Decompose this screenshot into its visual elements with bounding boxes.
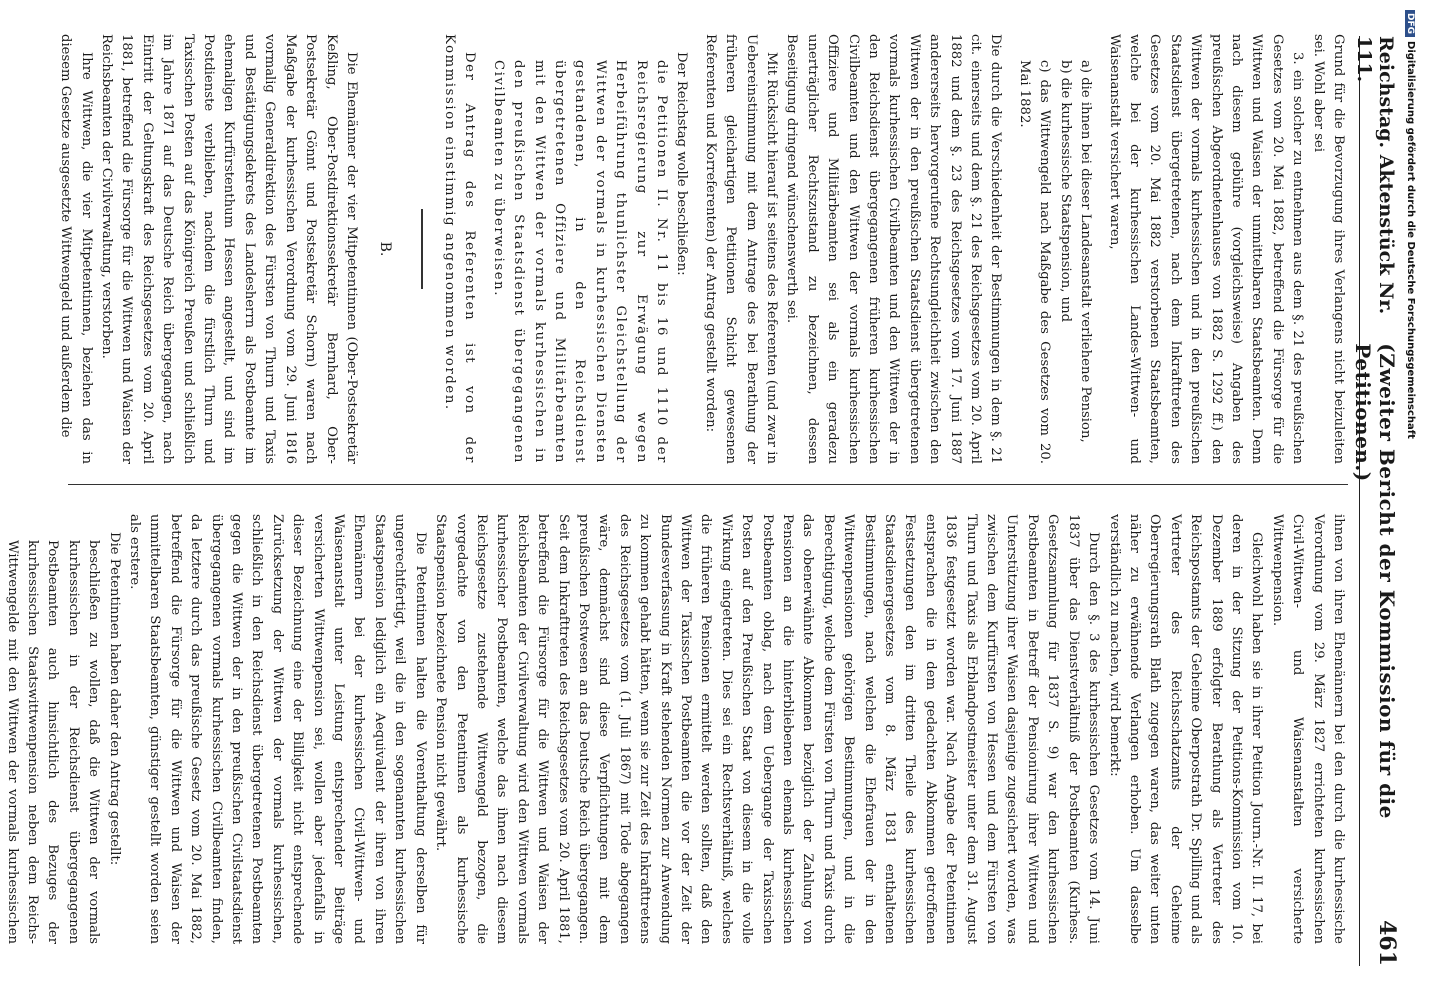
paragraph: 3. ein solcher zu entnehmen aus dem §. 21 des preußischen Gesetzes vom 20. Mai 1882, betreffend die Fürsorge für die Wittwen und Waisen der unmittelbaren Staatsbeamten. Denn nach diesem gebühre (vorgleichsweise) Angaben des preußischen Abgeordnetenhauses von 1882 S. 1292 ff.) den Wittwen der vormals kurhessischen und in den preußischen Staatsdienst übergetretenen, nach dem Inkrafttreten des Gesetzes vom 20. Mai 1882 verstorbenen Staatsbeamten, welche bei der kurhessischen Landes-Wittwen- und Waisenanstalt versichert waren, [1106,34,1306,464]
paragraph: Die Petentinnen haben daher den Antrag gestellt: [106,532,122,866]
paragraph: Durch den §. 3 des kurhessischen Gesetzes vom 14. Juni 1837 über das Dienstverhältniß der Postbeamten (Kurhess. Gesetzsammlung für 1837 S. 9) war den kurhessischen Postbeamten in Betreff der Pensionirung ihrer Wittwen und Unterstützung ihrer Waisen dasjenige zugesichert worden, was zwischen dem Kurfürsten von Hessen und dem Fürsten von Thurn und Taxis als Erblandpostmeister unter dem 31. August 1836 festgesetzt worden war. Nach Angabe der Petentinnen entsprachen die in dem gedachten Abkommen getroffenen Festsetzungen den im dritten Theile des kurhessischen Staatsdienergesetzes vom 8. März 1831 enthaltenen Bestimmungen, nach welchen die Ehefrauen der in den Wittwenpensionen gehörigen Bestimmungen, und in die Berechtigung, welche dem Fürsten von Thurn und Taxis durch das obenerwähnte Abkommen bezüglich der Zahlung von Pensionen an die hinterbliebenen ehemals kurhessischen Postbeamten oblag, nach dem Uebergange der Taxisschen Posten auf den Preußischen Staat von diesem in die volle Wirkung eingetreten. Dies sei ein Rechtsverhältniß, welches die früheren Pensionen ermittelt werden sollten, daß den Wittwen der Taxisschen Postbeamten die vor der Zeit der Bundesverfassung in Kraft stehenden Normen zur Anwendung zu kommen gehabt hätten, wenn sie zur Zeit des Inkrafttretens des Reichsgesetzes vom (1. Juli 1867) mit Tode abgegangen wäre, demnächst sind diese Verpflichtungen mit dem preußischen Postwesen an das Deutsche Reich übergegangen. Seit dem Inkrafttreten des Reichsgesetzes vom 20. April 1881, betreffend die Fürsorge für die Wittwen und Waisen der Reichsbeamten der Civilverwaltung wird den Wittwen vormals kurhessischer Postbeamten, welche das ihnen nach diesem Reichsgesetze zustehende Wittwengeld bezogen, die vorgedachte von den Petentinnen als kurhessische Staatspension bezeichnete Pension nicht gewährt. [433,514,1102,944]
digitization-text: Digitalisierung gefördert durch die Deutsche Forschungsgemeinschaft [1405,41,1416,439]
paragraph: Der Antrag des Referenten ist von der Kommission einstimmig angenommen worden. [441,34,478,464]
column-divider [68,484,1348,485]
page-header [1351,36,1400,966]
paragraph: Mit Rücksicht hierauf ist seitens des Referenten (und zwar in Uebereinstimmung mit dem Antrage des bei Berathung der früheren gleichartigen Petitionen Schicht gewesenen Referenten und Korreferenten) der Antrag gestellt worden: [702,34,780,464]
section-divider [421,209,422,289]
page-number: 461 [1374,920,1400,966]
paragraph: Grund für die Bevorzugung ihres Verlangens nicht beizuleiten sei. Wohl aber sei [1310,34,1346,464]
left-column [58,34,1348,464]
right-column [4,514,1348,944]
paragraph: Gleichwohl haben sie in ihrer Petition Journ.-Nr. II. 17, bei deren in der Sitzung der Petitions-Kommission vom 10. Dezember 1889 erfolgter Berathung als Vertreter des Reichspostamts der Geheime Oberpostrath Dr. Spilling und als Vertreter des Reichsschatzamts der Geheime Oberregierungsrath Blath zugegen waren, das weiter unten näher zu erwähnende Verlangen erhoben. Um dasselbe verständlich zu machen, wird bemerkt: [1106,514,1265,944]
digitization-note [1402,10,1416,990]
paragraph: Die durch die Verschiedenheit der Bestimmungen in dem §. 21 cit. einerseits und dem §. 21 des Reichsgesetzes vom 20. April 1882 und dem §. 23 des Reichsgesetzes vom 17. Juni 1887 andererseits hervorgerufene Rechtsungleichheit zwischen den Wittwen der in den preußischen Staatsdienst übergetretenen vormals kurhessischen Civilbeamten und den Wittwen der in den Reichsdienst übergegangenen früheren kurhessischen Civilbeamten und den Wittwen der vormals kurhessischen Offiziere und Militärbeamten sei als ein geradezu unerträglicher Rechtszustand zu bezeichnen, dessen Beseitigung dringend wünschenswerth sei. [784,34,1004,464]
list-item: a) die ihnen bei dieser Landesanstalt verliehene Pension, [1078,60,1094,443]
section-heading: B. [377,241,394,257]
paragraph: ihnen von ihren Ehemännern bei den durch die kurhessische Verordnung vom 29. März 1827 errichteten kurhessischen Civil-Wittwen- und Waisenanstalten versicherte Wittwenpension. [1269,514,1346,944]
paragraph: Die Petentinnen halten die Vorenthaltung derselben für ungerechtfertigt, weil die in den sogenannten kurhessischen Staatspension lediglich ein Aequivalent der ihren von ihren Ehemännern bei der kurhessischen Civil-Wittwen- und Waisenanstalt unter Leistung entsprechender Beiträge versicherten Wittwenpension sei, wollen aber jedenfalls in dieser Bezeichnung eine der Billigkeit nicht entsprechende Zurücksetzung der Wittwen der vormals kurhessischen, schließlich in den Reichsdienst übergetretenen Postbeamten gegen die Wittwen der in den preußischen Civilstaatsdienst übergegangenen vormals kurhessischen Civilbeamten finden, da letztere durch das preußische Gesetz vom 20. Mai 1882, betreffend die Fürsorge für die Wittwen und Waisen der unmittelbaren Staatsbeamten, günstiger gestellt worden seien als erstere. [127,514,428,944]
paragraph: Ihre Wittwen, die vier Mitpetentinnen, beziehen das in diesem Gesetze ausgesetzte Wittwengeld und außerdem die [58,34,94,464]
document-page [4,16,1400,976]
motion-text: beschließen zu wollen, daß die Wittwen der vormals kurhessischen in der Reichsdienst übergegangenen Postbeamten auch hinsichtlich des Bezuges der kurhessischen Staatswittwenpension neben dem Reichs-Wittwengelde mit den Wittwen der vormals kurhessischen [4,540,102,944]
header-title: (Zweiter Bericht der Kommission für die Petitionen.) [1351,343,1399,819]
paragraph: Der Reichstag wolle beschließen: [674,52,690,276]
rotated-page [4,16,1400,976]
list-item: c) das Wittwengeld nach Maßgabe des Gesetzes vom 20. Mai 1882. [1016,60,1053,464]
dfg-logo: DFG [1405,10,1415,37]
motion-text: die Petitionen II. Nr. 11 bis 16 und 1110 der Reichsregierung zur Erwägung wegen Herbeiführung thunlichster Gleichstellung der Wittwen der vormals in kurhessischen Diensten gestandenen, in den Reichsdienst übergetretenen Offiziere und Militärbeamten mit den Wittwen der vormals kurhessischen in den preußischen Staatsdienst übergegangenen Civilbeamten zu überweisen. [490,60,669,464]
header-left: Reichstag. Aktenstück Nr. 111. [1353,36,1397,315]
paragraph: Die Ehemänner der vier Mitpetentinnen (Ober-Postsekretär Keßling, Ober-Postdirektionssekretär Bernhard, Ober-Postsekretär Gönnt und Postsekretär Schorn) waren nach Maßgabe der kurhessischen Verordnung vom 29. Juni 1816 vormalig Generaldirektion des Fürsten von Thurn und Taxis und Bestätigungsdekrets des Landesherrn als Postbeamte im ehemaligen Kurfürstenthum Hessen angestellt, und sind im Postdienste verblieben, nachdem die fürstlich Thurn und Taxisschen Posten auf das Königreich Preußen und schließlich im Jahre 1871 auf das Deutsche Reich übergegangen, nach Eintritt der Geltungskraft des Reichsgesetzes vom 20. April 1881, betreffend die Fürsorge für die Wittwen und Waisen der Reichsbeamten der Civilverwaltung, verstorben. [99,34,359,464]
list-item: b) die kurhessische Staatspension, und [1057,60,1073,323]
